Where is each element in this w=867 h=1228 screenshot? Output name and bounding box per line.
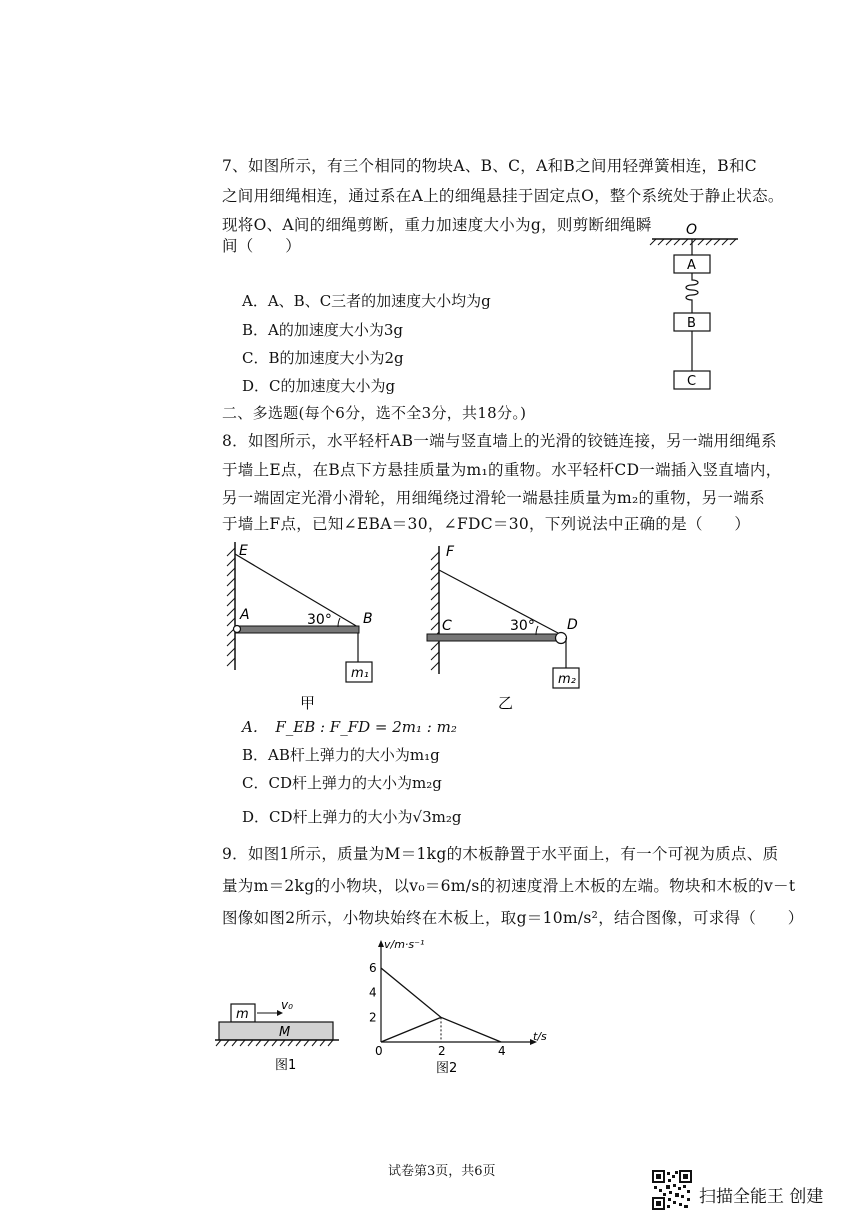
q8-label-f: F (446, 544, 455, 560)
q7-option-a[interactable]: A．A、B、C三者的加速度大小均为g (242, 292, 491, 310)
q8-rope-fd (439, 570, 558, 633)
q8-option-b[interactable]: B．AB杆上弹力的大小为m₁g (242, 746, 440, 764)
q7-option-b[interactable]: B．A的加速度大小为3g (242, 321, 404, 339)
q9-caption-2: 图2 (436, 1061, 458, 1076)
qr-code-icon (652, 1170, 692, 1210)
x-tick-label: 4 (498, 1044, 506, 1058)
q9-vt-chart (360, 938, 560, 1080)
q9-label-v0: v₀ (281, 998, 293, 1012)
chart-xlabel: t/s (533, 1030, 547, 1043)
q8-label-e: E (239, 543, 248, 559)
q9-caption-1: 图1 (275, 1058, 297, 1073)
q7-option-d[interactable]: D．C的加速度大小为g (242, 377, 396, 395)
q8-label-b: B (363, 611, 373, 627)
q7-spring (686, 273, 698, 313)
q9-figure-1 (215, 995, 340, 1077)
q8-line-4: 于墙上F点，已知∠EBA＝30，∠FDC＝30，下列说法中正确的是（ ） (222, 515, 751, 533)
y-tick-label: 6 (369, 961, 377, 976)
y-tick-label: 2 (369, 1010, 377, 1025)
q8-figure-right (422, 538, 592, 713)
q8-line-1: 8．如图所示，水平轻杆AB一端与竖直墙上的光滑的铰链连接，另一端用细绳系 (222, 432, 777, 450)
q7-option-c[interactable]: C．B的加速度大小为2g (242, 349, 404, 367)
q7-label-o: O (686, 222, 698, 238)
q8-rod-ab (235, 626, 359, 633)
q7-line-3: 现将O、A间的细绳剪断，重力加速度大小为g，则剪断细绳瞬 (222, 216, 652, 234)
q7-label-b: B (687, 316, 696, 331)
q9-line-1: 9．如图1所示，质量为M＝1kg的木板静置于水平面上，有一个可视为质点、质 (222, 845, 779, 863)
q7-line-1: 7、如图所示，有三个相同的物块A、B、C，A和B之间用轻弹簧相连，B和C (222, 157, 757, 175)
q7-line-4: 间（ ） (222, 237, 302, 255)
q8-label-a: A (240, 607, 250, 623)
chart-ylabel: v/m·s⁻¹ (384, 938, 425, 951)
y-tick-label: 4 (369, 985, 377, 1000)
q8-line-2: 于墙上E点，在B点下方悬挂质量为m₁的重物。水平轻杆CD一端插入竖直墙内， (222, 461, 782, 479)
q9-line-3: 图像如图2所示，小物块始终在木板上，取g＝10m/s²，结合图像，可求得（ ） (222, 909, 804, 927)
q7-figure (650, 220, 740, 395)
q8-line-3: 另一端固定光滑小滑轮，用细绳绕过滑轮一端悬挂质量为m₂的重物，另一端系 (222, 489, 765, 507)
q7-line-2: 之间用细绳相连，通过系在A上的细绳悬挂于固定点O，整个系统处于静止状态。 (222, 187, 784, 205)
section-heading: 二、多选题(每个6分，选不全3分，共18分。) (222, 404, 527, 422)
q9-label-m: m (236, 1007, 249, 1022)
q8-label-d: D (567, 617, 578, 633)
q8-pulley-d (556, 633, 567, 644)
series-line-2 (381, 1017, 441, 1042)
q9-board-M (219, 1022, 333, 1040)
q9-line-2: 量为m＝2kg的小物块，以v₀＝6m/s的初速度滑上木板的左端。物块和木板的v－t (222, 877, 796, 895)
q8-caption-right: 乙 (498, 694, 514, 712)
x-tick-label: 0 (375, 1044, 383, 1058)
q8-option-c[interactable]: C．CD杆上弹力的大小为m₂g (242, 774, 442, 792)
q9-label-M: M (279, 1025, 291, 1040)
q8-label-c: C (442, 618, 452, 634)
q8-caption-left: 甲 (300, 694, 316, 712)
q8-label-m1: m₁ (351, 666, 369, 681)
q8-angle-left: 30° (307, 612, 332, 628)
q8-option-a[interactable]: A． F_EB : F_FD = 2m₁ : m₂ (242, 718, 457, 736)
x-tick-label: 2 (438, 1044, 446, 1058)
q7-label-a: A (687, 258, 696, 273)
q8-rod-cd (427, 634, 560, 641)
q8-angle-right: 30° (510, 618, 535, 634)
q7-label-c: C (687, 374, 697, 389)
scanner-brand: 扫描全能王 创建 (699, 1187, 824, 1207)
q8-figure-left (218, 538, 388, 713)
page-footer: 试卷第3页，共6页 (388, 1164, 496, 1179)
q8-option-d[interactable]: D．CD杆上弹力的大小为√3m₂g (242, 808, 462, 826)
q8-label-m2: m₂ (558, 672, 576, 687)
q8-hinge-a (234, 626, 241, 633)
q8-rope-eb (235, 554, 358, 627)
